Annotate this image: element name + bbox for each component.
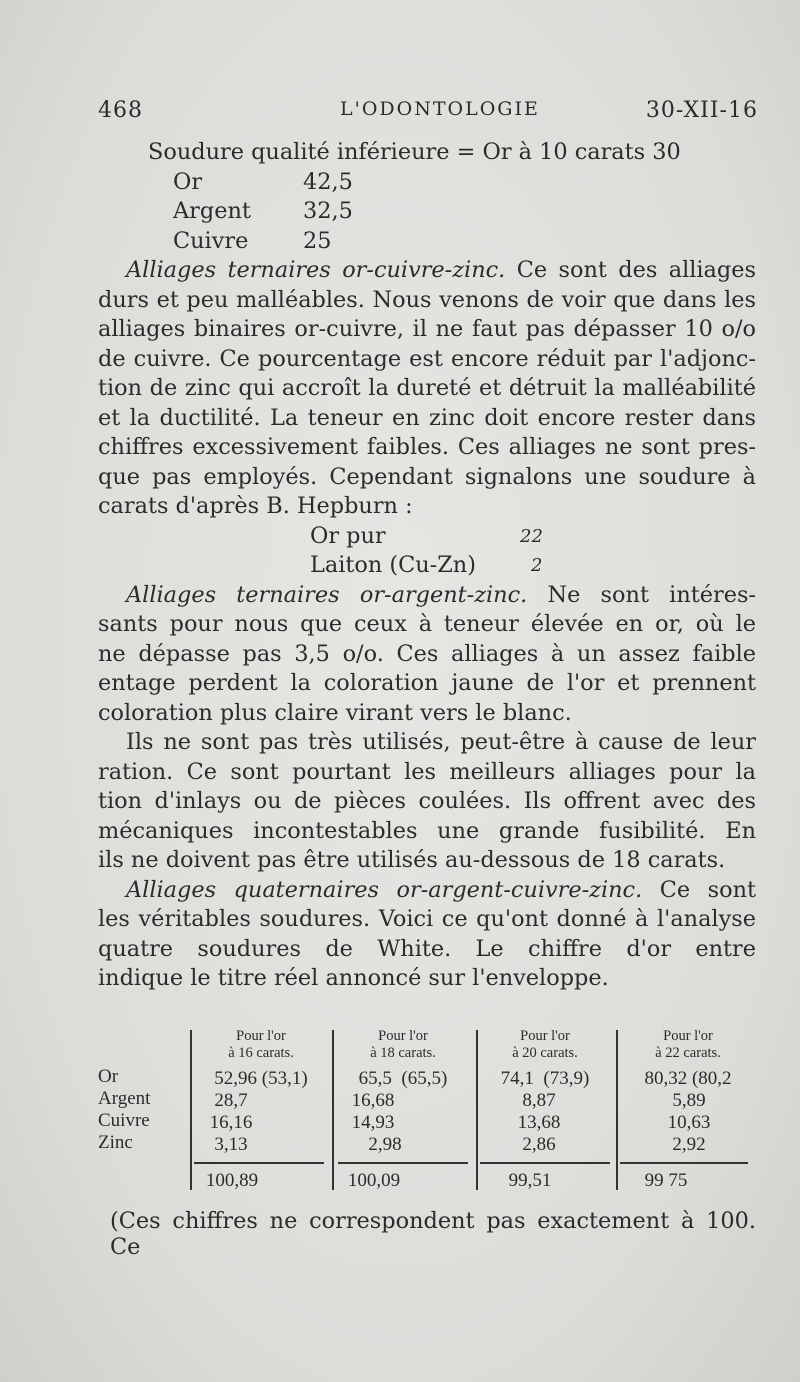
- paragraph-line: indique le titre réel annoncé sur l'enveloppe.: [98, 965, 609, 991]
- column-header: [480, 1028, 610, 1062]
- page-number: 468: [98, 98, 143, 123]
- continuation-line: (Ces chiffres ne correspondent pas exactement à 100. Ce: [110, 1208, 756, 1260]
- paragraph-line: et la ductilité. La teneur en zinc doit encore rester dans: [98, 404, 756, 431]
- table-cell: 65,5 (65,5): [358, 1068, 448, 1089]
- solder-row: [98, 168, 756, 198]
- table-cell: 16,16: [209, 1112, 253, 1133]
- solder-row-label: Cuivre: [173, 227, 249, 254]
- table-cell: 2,86: [522, 1134, 556, 1155]
- paragraph-line: mécaniques incontestables une grande fusibilité. En: [98, 817, 756, 844]
- analysis-table: [98, 1024, 756, 1194]
- paragraph-line: [98, 581, 756, 611]
- solder-row-value: 42,5: [303, 168, 353, 195]
- column-header-line1: Pour l'or: [236, 1028, 286, 1044]
- table-cell: 5,89: [672, 1090, 706, 1111]
- recipe-value: 22: [520, 525, 543, 547]
- column-header-line1: Pour l'or: [663, 1028, 713, 1044]
- recipe-label: Laiton (Cu-Zn): [310, 552, 476, 578]
- paragraph-line: les véritables soudures. Voici ce qu'ont donné à l'analyse: [98, 906, 756, 932]
- total-rule: [480, 1162, 610, 1164]
- running-header: [98, 98, 758, 128]
- table-divider: [476, 1030, 478, 1190]
- paragraph-line: de cuivre. Ce pourcentage est encore réduit par l'adjonc-: [98, 345, 756, 372]
- paragraph-line: Ils ne sont pas très utilisés, peut-être à cause de leur: [126, 729, 756, 755]
- paragraph-line: [98, 256, 756, 286]
- section-heading: Alliages quaternaires or-argent-cuivre-zinc.: [126, 876, 643, 903]
- row-label: Or: [98, 1066, 119, 1087]
- paragraph-line: sants pour nous que ceux à teneur élevée en or, où le: [98, 611, 756, 637]
- row-label: Zinc: [98, 1132, 133, 1153]
- recipe-label: Or pur: [310, 522, 386, 549]
- column-total: 99,51: [508, 1170, 552, 1191]
- total-rule: [194, 1162, 324, 1164]
- column-header-line1: Pour l'or: [520, 1028, 570, 1044]
- table-cell: 10,63: [667, 1112, 711, 1133]
- column-total: 100,09: [347, 1170, 401, 1191]
- solder-row-value: 32,5: [303, 198, 353, 224]
- paragraph-line: ils ne doivent pas être utilisés au-dessous de 18 carats.: [98, 847, 726, 873]
- table-cell: 16,68: [351, 1090, 395, 1111]
- column-total: 99 75: [644, 1170, 688, 1191]
- table-cell: 13,68: [517, 1112, 561, 1133]
- column-header-line2: à 16 carats.: [228, 1045, 294, 1061]
- column-header: [196, 1028, 326, 1062]
- column-header: [338, 1028, 468, 1062]
- paragraph-line: tion de zinc qui accroît la dureté et détruit la malléabilité: [98, 375, 756, 401]
- column-header-line2: à 20 carats.: [512, 1045, 578, 1061]
- column-header-line1: Pour l'or: [378, 1028, 428, 1044]
- solder-row: [98, 227, 756, 257]
- table-divider: [332, 1030, 334, 1190]
- issue-date: 30-XII-16: [645, 98, 758, 123]
- paragraph-text: Ce sont des alliages: [516, 257, 756, 283]
- table-cell: 74,1 (73,9): [500, 1068, 590, 1089]
- paragraph-line: ration. Ce sont pourtant les meilleurs alliages pour la: [98, 758, 756, 785]
- row-label: Argent: [98, 1088, 151, 1109]
- table-cell: 3,13: [214, 1134, 248, 1155]
- paragraph-line: [98, 876, 756, 906]
- total-rule: [620, 1162, 748, 1164]
- table-divider: [190, 1030, 192, 1190]
- solder-row-label: Argent: [173, 198, 251, 224]
- column-header-line2: à 18 carats.: [370, 1045, 436, 1061]
- paragraph-line: ne dépasse pas 3,5 o/o. Ces alliages à un assez faible: [98, 640, 756, 667]
- paragraph-line: coloration plus claire virant vers le blanc.: [98, 699, 572, 726]
- paragraph-line: entage perdent la coloration jaune de l'or et prennent: [98, 670, 756, 696]
- paragraph-line: chiffres excessivement faibles. Ces alliages ne sont pres-: [98, 434, 756, 460]
- solder-row-label: Or: [173, 168, 203, 195]
- total-rule: [338, 1162, 468, 1164]
- table-cell: 2,92: [672, 1134, 706, 1155]
- paragraph-line: que pas employés. Cependant signalons une soudure à: [98, 463, 756, 490]
- column-header-line2: à 22 carats.: [655, 1045, 721, 1061]
- paragraph-line: quatre soudures de White. Le chiffre d'or entre: [98, 935, 756, 962]
- column-header: [620, 1028, 756, 1062]
- solder-row: [98, 197, 756, 227]
- table-cell: 2,98: [368, 1134, 402, 1155]
- column-total: 100,89: [205, 1170, 259, 1191]
- body-text: [98, 138, 756, 994]
- section-heading: Alliages ternaires or-argent-zinc.: [126, 581, 528, 608]
- table-cell: 8,87: [522, 1090, 556, 1111]
- row-label: Cuivre: [98, 1110, 150, 1131]
- table-divider: [616, 1030, 618, 1190]
- table-cell: 52,96 (53,1): [214, 1068, 308, 1089]
- recipe-value: 2: [531, 555, 543, 576]
- recipe-row: [98, 551, 756, 581]
- paragraph-line: alliages binaires or-cuivre, il ne faut pas dépasser 10 o/o: [98, 316, 756, 342]
- paragraph-line: tion d'inlays ou de pièces coulées. Ils offrent avec des: [98, 788, 756, 814]
- paragraph-text: Ne sont intéres-: [547, 581, 756, 608]
- paragraph-line: durs et peu malléables. Nous venons de voir que dans les: [98, 286, 756, 313]
- table-cell: 28,7: [214, 1090, 248, 1111]
- solder-row-value: 25: [303, 227, 332, 254]
- journal-title: L'ODONTOLOGIE: [340, 98, 540, 120]
- table-cell: 14,93: [351, 1112, 395, 1133]
- paragraph-text: Ce sont: [659, 876, 756, 903]
- solder-low-title: Soudure qualité inférieure = Or à 10 carats 30: [148, 139, 681, 165]
- section-heading: Alliages ternaires or-cuivre-zinc.: [126, 257, 506, 283]
- paragraph-line: carats d'après B. Hepburn :: [98, 493, 413, 519]
- table-cell: 80,32 (80,2: [644, 1068, 732, 1089]
- recipe-row: [98, 522, 756, 552]
